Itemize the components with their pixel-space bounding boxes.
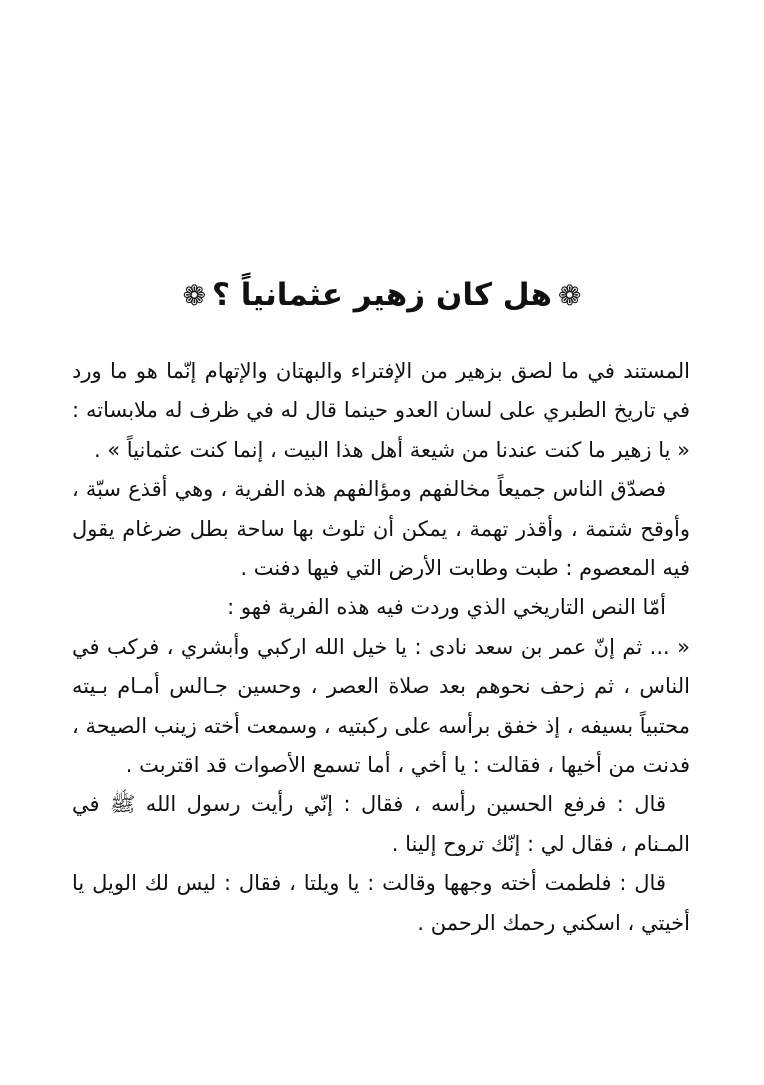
- quoted-paragraph: قال : فرفع الحسين رأسه ، فقال : إنّي رأيت رسول الله ﷺ في المـنام ، فقال لي : إنّك تروح إلينا .: [72, 792, 690, 856]
- ornament-icon: ❁: [182, 278, 207, 312]
- paragraph: فصدّق الناس جميعاً مخالفهم ومؤالفهم هذه الفرية ، وهي أقذع سبّة ، وأوقح شتمة ، وأقذر تهمة ، يمكن أن تلوث بها ساحة بطل ضرغام يقول فيه المعصوم : طبت وطابت الأرض التي فيها دفنت .: [72, 477, 690, 581]
- quoted-paragraph: قال : فلطمت أخته وجهها وقالت : يا ويلتا ، فقال : ليس لك الويل يا أخيتي ، اسكني رحمك الرحمن .: [72, 871, 690, 935]
- paragraph: المستند في ما لصق بزهير من الإفتراء والبهتان والإتهام إنّما هو ما ورد في تاريخ الطبري على لسان العدو حينما قال له في ظرف له ملابساته : « يا زهير ما كنت عندنا من شيعة أهل هذا البيت ، إنما كنت عثمانياً » .: [72, 359, 690, 462]
- chapter-title: [0, 269, 764, 322]
- paragraph: أمّا النص التاريخي الذي وردت فيه هذه الفرية فهو :: [227, 595, 666, 620]
- ornament-icon: ❁: [557, 278, 582, 312]
- chapter-title-text: هل كان زهير عثمانياً ؟: [212, 276, 552, 313]
- quoted-paragraph: « ... ثم إنّ عمر بن سعد نادى : يا خيل الله اركبي وأبشري ، فركب في الناس ، ثم زحف نحوهم بعد صلاة العصر ، وحسين جـالس أمـام بـيته محتبياً بسيفه ، إذ خفق برأسه على ركبتيه ، وسمعت أخته زينب الصيحة ، فدنت من أخيها ، فقالت : يا أخي ، أما تسمع الأصوات قد اقتربت .: [72, 634, 690, 778]
- body-text: [72, 352, 690, 943]
